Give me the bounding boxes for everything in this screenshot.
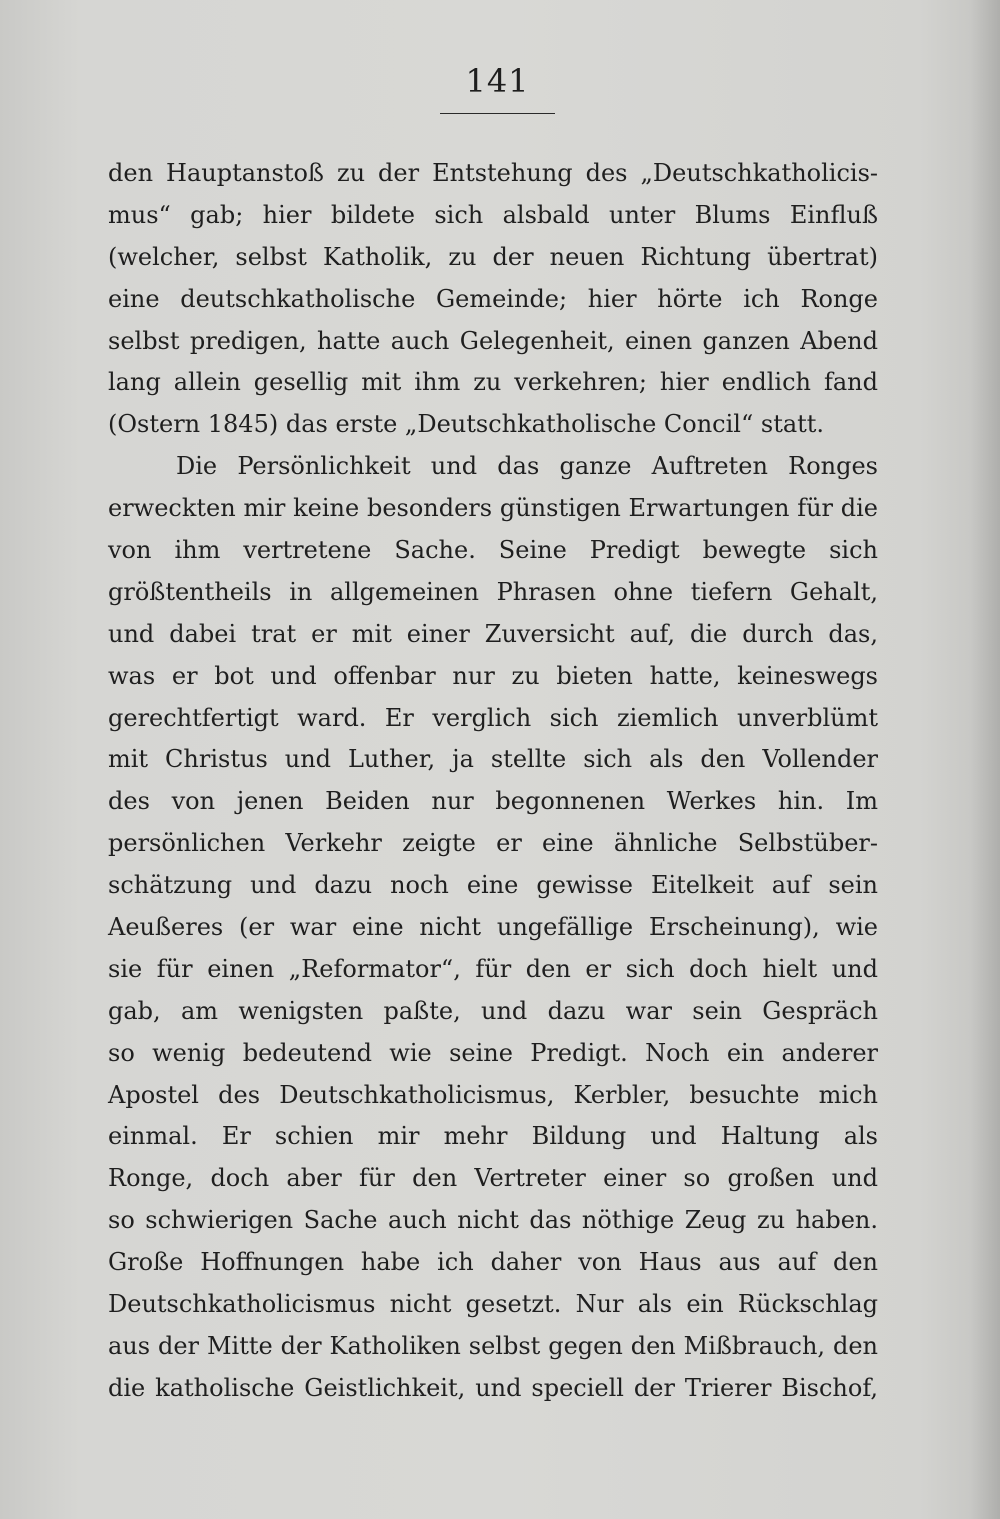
body-text — [108, 153, 878, 1410]
text-line: eine deutschkatholische Gemeinde; hier hörte ich Ronge — [108, 284, 878, 313]
text-line: und dabei trat er mit einer Zuversicht auf, die durch das, — [108, 619, 878, 648]
text-line: (Ostern 1845) das erste „Deutschkatholische Concil“ statt. — [108, 410, 825, 439]
text-line: so wenig bedeutend wie seine Predigt. Noch ein anderer — [108, 1038, 878, 1067]
text-line: Große Hoffnungen habe ich daher von Haus aus auf den — [108, 1248, 878, 1277]
text-line: Deutschkatholicismus nicht gesetzt. Nur als ein Rückschlag — [108, 1290, 878, 1319]
page-number: 141 — [465, 62, 530, 100]
header-rule — [440, 113, 555, 114]
text-line: des von jenen Beiden nur begonnenen Werkes hin. Im — [108, 787, 878, 816]
text-line: lang allein gesellig mit ihm zu verkehren; hier endlich fand — [108, 368, 878, 397]
text-line: (welcher, selbst Katholik, zu der neuen Richtung übertrat) — [108, 242, 878, 271]
text-line: den Hauptanstoß zu der Entstehung des „Deutschkatholicis- — [108, 159, 878, 187]
text-line: von ihm vertretene Sache. Seine Predigt bewegte sich — [108, 536, 878, 565]
text-line: aus der Mitte der Katholiken selbst gegen den Mißbrauch, den — [108, 1331, 878, 1360]
text-line: persönlichen Verkehr zeigte er eine ähnliche Selbstüber- — [108, 829, 878, 858]
text-line: so schwierigen Sache auch nicht das nöthige Zeug zu haben. — [108, 1206, 878, 1235]
text-line: Die Persönlichkeit und das ganze Auftreten Ronges — [176, 452, 878, 481]
text-line: selbst predigen, hatte auch Gelegenheit, einen ganzen Abend — [108, 326, 878, 355]
text-line: gerechtfertigt ward. Er verglich sich ziemlich unverblümt — [108, 703, 878, 732]
text-line: mus“ gab; hier bildete sich alsbald unter Blums Einfluß — [108, 200, 878, 229]
text-line: schätzung und dazu noch eine gewisse Eitelkeit auf sein — [108, 871, 878, 900]
text-line: sie für einen „Reformator“, für den er sich doch hielt und — [108, 954, 878, 983]
text-line: mit Christus und Luther, ja stellte sich als den Vollender — [108, 745, 878, 774]
text-line: was er bot und offenbar nur zu bieten hatte, keineswegs — [108, 661, 878, 690]
text-line: einmal. Er schien mir mehr Bildung und Haltung als — [108, 1122, 878, 1151]
text-line: Ronge, doch aber für den Vertreter einer so großen und — [108, 1164, 878, 1193]
text-line: größtentheils in allgemeinen Phrasen ohne tiefern Gehalt, — [108, 577, 878, 606]
text-line: Apostel des Deutschkatholicismus, Kerbler, besuchte mich — [108, 1080, 878, 1109]
text-line: erweckten mir keine besonders günstigen Erwartungen für die — [108, 494, 878, 523]
text-line: Aeußeres (er war eine nicht ungefällige Erscheinung), wie — [108, 913, 878, 942]
page-edge-shadow — [970, 0, 1000, 1519]
text-line: die katholische Geistlichkeit, und speciell der Trierer Bischof, — [108, 1373, 878, 1402]
text-line: gab, am wenigsten paßte, und dazu war sein Gespräch — [108, 996, 878, 1025]
